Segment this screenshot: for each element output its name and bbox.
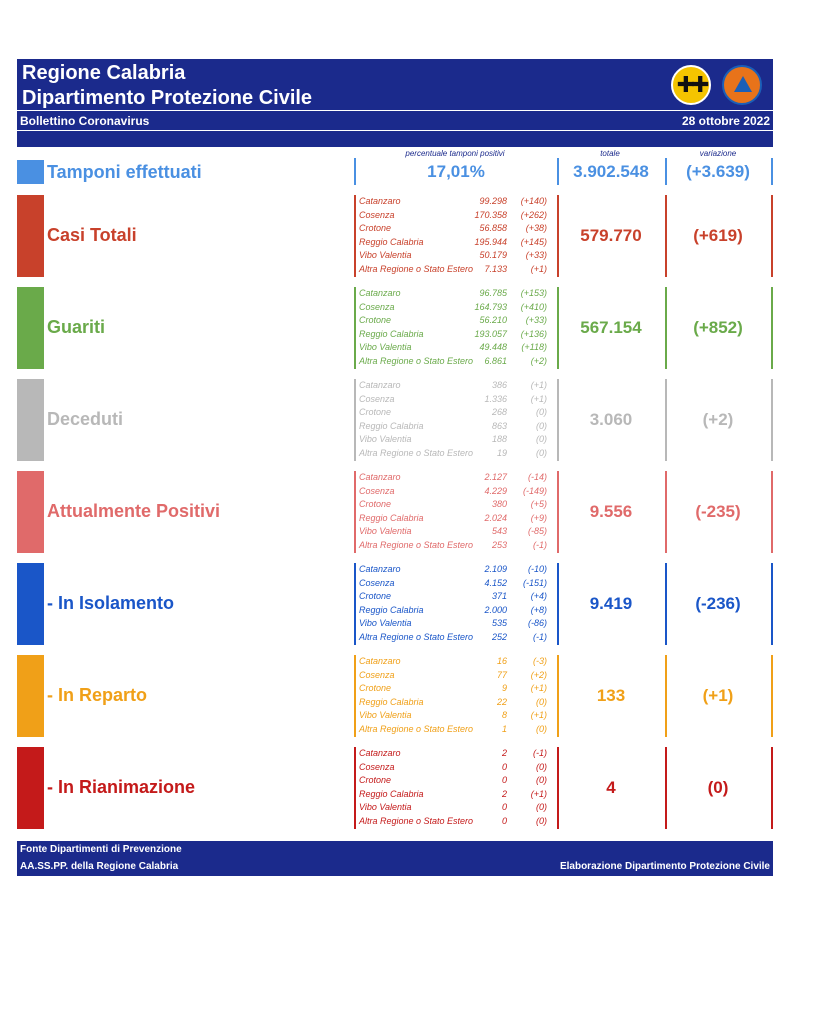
category-divider <box>771 563 773 645</box>
district-delta: (+262) <box>520 209 547 220</box>
footer-elaboration: Elaborazione Dipartimento Protezione Civile <box>559 861 770 872</box>
category-total: 3.060 <box>589 410 633 429</box>
district-value: 9 <box>501 683 507 694</box>
district-value: 535 <box>491 618 507 629</box>
category-divider <box>771 471 773 553</box>
bulletin-date: 28 ottobre 2022 <box>681 114 770 128</box>
district-row <box>359 394 551 408</box>
district-row <box>359 816 551 830</box>
district-name: Vibo Valentia <box>359 710 412 721</box>
district-name: Catanzaro <box>359 380 401 390</box>
district-row <box>359 499 551 513</box>
category-total: 9.419 <box>589 594 633 613</box>
category-divider <box>354 195 356 277</box>
district-value: 252 <box>491 632 507 642</box>
district-name: Cosenza <box>359 301 395 312</box>
category-swatch <box>17 471 44 553</box>
district-value: 6.861 <box>484 356 507 366</box>
district-name: Crotone <box>359 499 392 510</box>
category-label: Deceduti <box>47 409 124 429</box>
district-delta: (+153) <box>520 288 547 298</box>
district-delta: (0) <box>536 802 547 813</box>
district-name: Reggio Calabria <box>359 696 424 707</box>
district-value: 1.336 <box>484 393 507 404</box>
district-name: Altra Regione o Stato Estero <box>359 724 474 734</box>
district-name: Cosenza <box>359 209 395 220</box>
category-row <box>17 747 773 829</box>
district-name: Cosenza <box>359 761 395 772</box>
district-name: Crotone <box>359 775 392 786</box>
district-row <box>359 710 551 724</box>
district-value: 0 <box>501 775 507 786</box>
district-delta: (+1) <box>530 683 547 694</box>
district-delta: (+1) <box>530 710 547 721</box>
district-delta: (-85) <box>527 526 547 537</box>
district-row <box>359 724 551 738</box>
district-delta: (0) <box>536 775 547 786</box>
district-delta: (-3) <box>533 656 547 666</box>
district-delta: (-14) <box>527 472 547 482</box>
district-value: 0 <box>501 761 507 772</box>
district-delta: (-149) <box>522 485 547 496</box>
category-delta: (0) <box>707 778 729 797</box>
category-divider <box>771 379 773 461</box>
district-value: 170.358 <box>474 209 507 220</box>
col-header-percentuale: percentuale tamponi positivi <box>405 149 505 158</box>
category-row <box>17 195 773 277</box>
district-value: 1 <box>501 724 507 734</box>
district-name: Altra Regione o Stato Estero <box>359 264 474 274</box>
district-delta: (-1) <box>533 540 547 550</box>
category-label: - In Rianimazione <box>47 777 196 797</box>
district-name: Crotone <box>359 407 392 418</box>
category-swatch <box>17 747 44 829</box>
district-name: Catanzaro <box>359 656 401 666</box>
district-row <box>359 302 551 316</box>
district-name: Altra Regione o Stato Estero <box>359 448 474 458</box>
district-row <box>359 342 551 356</box>
category-total: 567.154 <box>580 318 642 337</box>
district-delta: (0) <box>536 407 547 418</box>
district-value: 50.179 <box>479 250 507 261</box>
district-row <box>359 448 551 462</box>
district-value: 96.785 <box>479 288 507 298</box>
district-name: Altra Regione o Stato Estero <box>359 540 474 550</box>
category-delta: (+1) <box>702 686 734 705</box>
category-divider <box>354 747 356 829</box>
district-row <box>359 380 551 394</box>
tamponi-swatch <box>17 160 44 184</box>
district-value: 863 <box>491 420 507 431</box>
district-row <box>359 697 551 711</box>
district-row <box>359 618 551 632</box>
district-value: 8 <box>501 710 507 721</box>
district-delta: (+118) <box>521 342 547 353</box>
header-divider <box>17 110 773 111</box>
district-row <box>359 407 551 421</box>
district-delta: (+1) <box>530 380 547 390</box>
district-name: Altra Regione o Stato Estero <box>359 816 474 826</box>
district-name: Crotone <box>359 591 392 602</box>
category-total: 9.556 <box>589 502 633 521</box>
district-row <box>359 288 551 302</box>
district-name: Vibo Valentia <box>359 250 412 261</box>
district-delta: (0) <box>536 724 547 734</box>
district-delta: (+136) <box>520 328 547 339</box>
district-delta: (+1) <box>530 788 547 799</box>
district-value: 380 <box>491 499 507 510</box>
district-value: 56.858 <box>479 223 507 234</box>
district-value: 16 <box>496 656 507 666</box>
district-value: 4.229 <box>484 485 507 496</box>
district-value: 2 <box>501 748 507 758</box>
district-delta: (0) <box>536 434 547 445</box>
district-name: Vibo Valentia <box>359 618 412 629</box>
tamponi-delta: (+3.639) <box>686 162 750 181</box>
district-name: Catanzaro <box>359 472 401 482</box>
district-delta: (-86) <box>527 618 547 629</box>
district-value: 195.944 <box>474 236 507 247</box>
district-value: 543 <box>491 526 507 537</box>
district-value: 22 <box>496 696 507 707</box>
category-total: 133 <box>596 686 626 705</box>
district-delta: (-1) <box>533 748 547 758</box>
district-delta: (0) <box>536 816 547 826</box>
district-value: 4.152 <box>484 577 507 588</box>
category-delta: (-236) <box>695 594 741 613</box>
district-name: Catanzaro <box>359 288 401 298</box>
footer-source-line2: AA.SS.PP. della Regione Calabria <box>20 861 179 872</box>
district-row <box>359 421 551 435</box>
district-name: Reggio Calabria <box>359 236 424 247</box>
category-swatch <box>17 195 44 277</box>
tamponi-percent: 17,01% <box>427 162 485 181</box>
category-total: 579.770 <box>580 226 642 245</box>
district-row <box>359 670 551 684</box>
district-value: 0 <box>501 816 507 826</box>
district-name: Reggio Calabria <box>359 512 424 523</box>
district-row <box>359 210 551 224</box>
district-row <box>359 526 551 540</box>
district-name: Cosenza <box>359 393 395 404</box>
district-delta: (+33) <box>525 315 547 326</box>
district-name: Catanzaro <box>359 564 401 574</box>
district-row <box>359 578 551 592</box>
district-name: Crotone <box>359 223 392 234</box>
category-label: - In Isolamento <box>47 593 175 613</box>
category-delta: (+852) <box>693 318 743 337</box>
region-title: Regione Calabria <box>22 62 186 84</box>
district-row <box>359 315 551 329</box>
district-value: 371 <box>491 591 507 602</box>
district-value: 49.448 <box>479 342 507 353</box>
category-divider <box>354 655 356 737</box>
district-value: 0 <box>501 802 507 813</box>
district-delta: (+2) <box>530 669 547 680</box>
category-swatch <box>17 655 44 737</box>
district-delta: (0) <box>536 761 547 772</box>
district-delta: (-10) <box>527 564 547 574</box>
district-row <box>359 356 551 370</box>
district-name: Crotone <box>359 315 392 326</box>
district-value: 164.793 <box>474 301 507 312</box>
district-value: 2 <box>501 788 507 799</box>
district-name: Vibo Valentia <box>359 526 412 537</box>
district-name: Reggio Calabria <box>359 788 424 799</box>
category-divider <box>354 471 356 553</box>
footer-source-line1: Fonte Dipartimenti di Prevenzione <box>20 844 182 855</box>
category-swatch <box>17 287 44 369</box>
district-row <box>359 748 551 762</box>
district-value: 193.057 <box>474 328 507 339</box>
category-delta: (-235) <box>695 502 741 521</box>
district-delta: (+145) <box>520 236 547 247</box>
district-delta: (+1) <box>530 393 547 404</box>
district-row <box>359 196 551 210</box>
district-name: Reggio Calabria <box>359 328 424 339</box>
district-row <box>359 329 551 343</box>
category-delta: (+2) <box>702 410 734 429</box>
district-row <box>359 591 551 605</box>
district-delta: (-1) <box>533 632 547 642</box>
district-name: Altra Regione o Stato Estero <box>359 356 474 366</box>
district-name: Vibo Valentia <box>359 802 412 813</box>
district-name: Reggio Calabria <box>359 420 424 431</box>
district-name: Cosenza <box>359 669 395 680</box>
tamponi-label: Tamponi effettuati <box>47 162 202 182</box>
district-row <box>359 656 551 670</box>
category-total: 4 <box>606 778 616 797</box>
tamponi-divider-4 <box>771 158 773 185</box>
district-name: Catanzaro <box>359 196 401 206</box>
category-label: Attualmente Positivi <box>47 501 221 521</box>
district-name: Crotone <box>359 683 392 694</box>
district-row <box>359 223 551 237</box>
header-divider-bottom <box>17 130 773 131</box>
category-label: Casi Totali <box>47 225 137 245</box>
district-row <box>359 264 551 278</box>
district-row <box>359 472 551 486</box>
district-value: 268 <box>491 407 507 418</box>
district-delta: (+140) <box>520 196 547 206</box>
district-row <box>359 237 551 251</box>
district-name: Vibo Valentia <box>359 434 412 445</box>
district-value: 188 <box>491 434 507 445</box>
category-row <box>17 379 773 461</box>
category-row <box>17 655 773 737</box>
district-delta: (+1) <box>530 264 547 274</box>
district-row <box>359 486 551 500</box>
col-header-totale: totale <box>600 149 620 158</box>
district-delta: (-151) <box>522 577 547 588</box>
district-value: 386 <box>491 380 507 390</box>
category-divider <box>771 287 773 369</box>
district-delta: (0) <box>536 448 547 458</box>
district-row <box>359 434 551 448</box>
district-delta: (+38) <box>525 223 547 234</box>
district-name: Cosenza <box>359 485 395 496</box>
category-delta: (+619) <box>693 226 743 245</box>
category-divider <box>771 195 773 277</box>
district-row <box>359 762 551 776</box>
district-name: Cosenza <box>359 577 395 588</box>
department-title: Dipartimento Protezione Civile <box>22 87 313 109</box>
district-value: 2.109 <box>484 564 507 574</box>
district-delta: (0) <box>536 696 547 707</box>
district-row <box>359 802 551 816</box>
header-banner <box>17 59 773 147</box>
category-row <box>17 471 773 553</box>
district-row <box>359 564 551 578</box>
district-value: 2.000 <box>484 604 507 615</box>
district-row <box>359 250 551 264</box>
district-row <box>359 605 551 619</box>
district-value: 77 <box>496 669 507 680</box>
district-value: 56.210 <box>479 315 507 326</box>
bulletin-title: Bollettino Coronavirus <box>20 114 150 128</box>
district-delta: (+8) <box>530 604 547 615</box>
district-value: 2.024 <box>484 512 507 523</box>
district-row <box>359 632 551 646</box>
district-name: Reggio Calabria <box>359 604 424 615</box>
district-row <box>359 683 551 697</box>
category-divider <box>354 379 356 461</box>
district-row <box>359 789 551 803</box>
district-value: 7.133 <box>484 264 507 274</box>
category-divider <box>354 287 356 369</box>
district-row <box>359 540 551 554</box>
category-swatch <box>17 379 44 461</box>
category-row <box>17 563 773 645</box>
district-name: Altra Regione o Stato Estero <box>359 632 474 642</box>
category-divider <box>771 747 773 829</box>
district-value: 253 <box>491 540 507 550</box>
region-coat-of-arms-icon: ✚✚ <box>671 65 711 105</box>
district-name: Catanzaro <box>359 748 401 758</box>
category-divider <box>771 655 773 737</box>
district-value: 19 <box>496 448 507 458</box>
district-delta: (0) <box>536 420 547 431</box>
district-delta: (+9) <box>530 512 547 523</box>
protezione-civile-logo-icon <box>722 65 762 105</box>
district-row <box>359 513 551 527</box>
district-delta: (+2) <box>530 356 547 366</box>
district-delta: (+5) <box>530 499 547 510</box>
district-value: 2.127 <box>484 472 507 482</box>
district-delta: (+4) <box>530 591 547 602</box>
category-label: - In Reparto <box>47 685 148 705</box>
district-value: 99.298 <box>479 196 507 206</box>
district-delta: (+33) <box>525 250 547 261</box>
district-name: Vibo Valentia <box>359 342 412 353</box>
tamponi-row <box>17 158 773 185</box>
category-row <box>17 287 773 369</box>
district-delta: (+410) <box>520 301 547 312</box>
district-row <box>359 775 551 789</box>
tamponi-total: 3.902.548 <box>573 162 649 181</box>
col-header-variazione: variazione <box>699 149 737 158</box>
category-divider <box>354 563 356 645</box>
category-label: Guariti <box>47 317 106 337</box>
category-swatch <box>17 563 44 645</box>
footer-banner <box>17 841 773 876</box>
